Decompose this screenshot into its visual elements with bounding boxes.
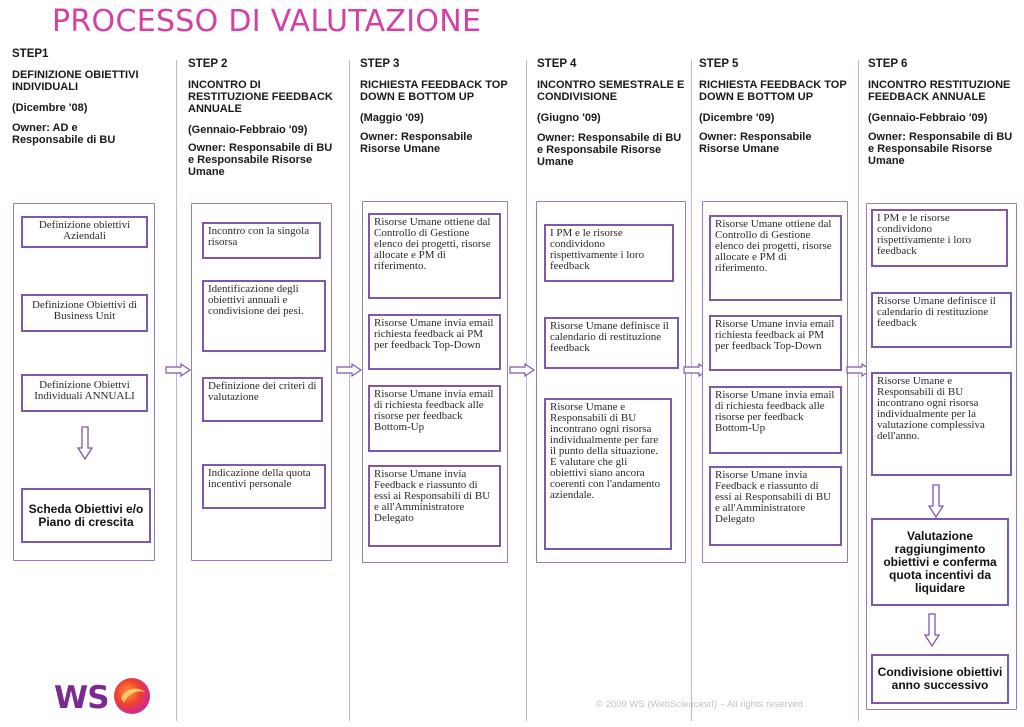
step-1-outcome: Scheda Obiettivi e/o Piano di crescita [21, 488, 151, 543]
step-name: INCONTRO RESTITUZIONE FEEDBACK ANNUALE [868, 79, 1011, 103]
step-date: (Dicembre '09) [699, 112, 775, 124]
step-owner: Owner: Responsabile Risorse Umane [699, 131, 812, 155]
step-3-box-1: Risorse Umane ottiene dal Controllo di Gestione elenco dei progetti, risorse allocate e PM di riferimento. [368, 213, 501, 299]
step-4-box-2: Risorse Umane definisce il calendario di restituzione feedback [544, 317, 679, 369]
step-3-header [360, 58, 510, 155]
step-5-box-3: Risorse Umane invia email di richiesta feedback alle risorse per feedback Bottom-Up [709, 386, 842, 454]
step-5-box-2: Risorse Umane invia email richiesta feedback ai PM per feedback Top-Down [709, 315, 842, 371]
step-2-header [188, 58, 338, 178]
step-2-box-3: Definizione dei criteri di valutazione [202, 377, 323, 422]
right-arrow-icon [509, 363, 535, 377]
step-owner: Owner: Responsabile di BU e Responsabile Risorse Umane [868, 131, 1013, 167]
step-number: STEP 6 [868, 58, 908, 70]
step-6-box-1: I PM e le risorse condividono rispettivamente i loro feedback [871, 209, 1008, 267]
step-4-box-3: Risorse Umane e Responsabili di BU incontrano ogni risorsa individualmente per fare il punto della situazione. E valutare che gli obiettivi siano ancora coerenti con l'andamento aziendale. [544, 398, 672, 550]
step-number: STEP 3 [360, 58, 400, 70]
step-number: STEP 4 [537, 58, 577, 70]
step-6-outcome-1: Valutazione raggiungimento obiettivi e conferma quota incentivi da liquidare [871, 518, 1009, 606]
column-divider [858, 60, 859, 721]
step-1-header [12, 48, 172, 146]
step-owner: Owner: AD e Responsabile di BU [12, 122, 116, 146]
step-owner: Owner: Responsabile di BU e Responsabile Risorse Umane [537, 132, 682, 168]
step-6-box-3: Risorse Umane e Responsabili di BU incontrano ogni risorsa individualmente per la valutazione complessiva dell'anno. [871, 372, 1012, 476]
step-number: STEP 2 [188, 58, 228, 70]
step-owner: Owner: Responsabile di BU e Responsabile Risorse Umane [188, 142, 333, 178]
step-owner: Owner: Responsabile Risorse Umane [360, 131, 473, 155]
step-date: (Giugno '09) [537, 112, 601, 124]
copyright-text: © 2009 WS (WebSciencesrl) – All rights reserved [596, 699, 803, 710]
step-6-outcome-2: Condivisione obiettivi anno successivo [871, 654, 1009, 704]
page-title: PROCESSO DI VALUTAZIONE [52, 4, 482, 39]
step-6-header [868, 58, 1020, 167]
step-1-box-3: Definizione Obiettvi Individuali ANNUALI [21, 374, 148, 412]
step-1-box-1: Definizione obiettivi Aziendali [21, 216, 148, 248]
step-5-box-1: Risorse Umane ottiene dal Controllo di Gestione elenco dei progetti, risorse allocate e PM di riferimento. [709, 215, 842, 301]
step-number: STEP 5 [699, 58, 739, 70]
step-4-header [537, 58, 687, 168]
down-arrow-icon [924, 613, 940, 647]
right-arrow-icon [336, 363, 362, 377]
step-date: (Gennaio-Febbraio '09) [188, 124, 308, 136]
step-date: (Gennaio-Febbraio '09) [868, 112, 988, 124]
column-divider [526, 60, 527, 721]
step-3-box-3: Risorse Umane invia email di richiesta feedback alle risorse per feedback Bottom-Up [368, 385, 501, 452]
step-2-box-2: Identificazione degli obiettivi annuali e condivisione dei pesi. [202, 280, 326, 352]
step-6-box-2: Risorse Umane definisce il calendario di restituzione feedback [871, 292, 1012, 348]
step-name: INCONTRO DI RESTITUZIONE FEEDBACK ANNUALE [188, 79, 333, 115]
step-4-box-1: I PM e le risorse condividono rispettivamente i loro feedback [544, 224, 674, 282]
step-1-box-2: Definizione Obiettivi di Business Unit [21, 294, 148, 332]
column-divider [691, 60, 692, 721]
down-arrow-icon [77, 426, 93, 460]
logo-mark-icon [112, 676, 152, 716]
step-5-header [699, 58, 849, 155]
step-name: INCONTRO SEMESTRALE E CONDIVISIONE [537, 79, 685, 103]
logo-text: WS [54, 680, 109, 716]
step-3-box-2: Risorse Umane invia email richiesta feedback ai PM per feedback Top-Down [368, 314, 501, 370]
step-name: DEFINIZIONE OBIETTIVI INDIVIDUALI [12, 69, 139, 93]
step-2-box-4: Indicazione della quota incentivi personale [202, 464, 326, 509]
column-divider [176, 60, 177, 721]
step-date: (Dicembre '08) [12, 102, 88, 114]
right-arrow-icon [165, 363, 191, 377]
step-3-box-4: Risorse Umane invia Feedback e riassunto di essi ai Responsabili di BU e all'Amministratore Delegato [368, 465, 501, 547]
step-2-box-1: Incontro con la singola risorsa [202, 222, 321, 259]
ws-logo [54, 676, 164, 718]
down-arrow-icon [928, 484, 944, 518]
step-number: STEP1 [12, 48, 49, 60]
step-name: RICHIESTA FEEDBACK TOP DOWN E BOTTOM UP [360, 79, 508, 103]
step-5-box-4: Risorse Umane invia Feedback e riassunto di essi ai Responsabili di BU e all'Amministratore Delegato [709, 466, 842, 546]
column-divider [349, 60, 350, 721]
step-date: (Maggio '09) [360, 112, 424, 124]
step-name: RICHIESTA FEEDBACK TOP DOWN E BOTTOM UP [699, 79, 847, 103]
